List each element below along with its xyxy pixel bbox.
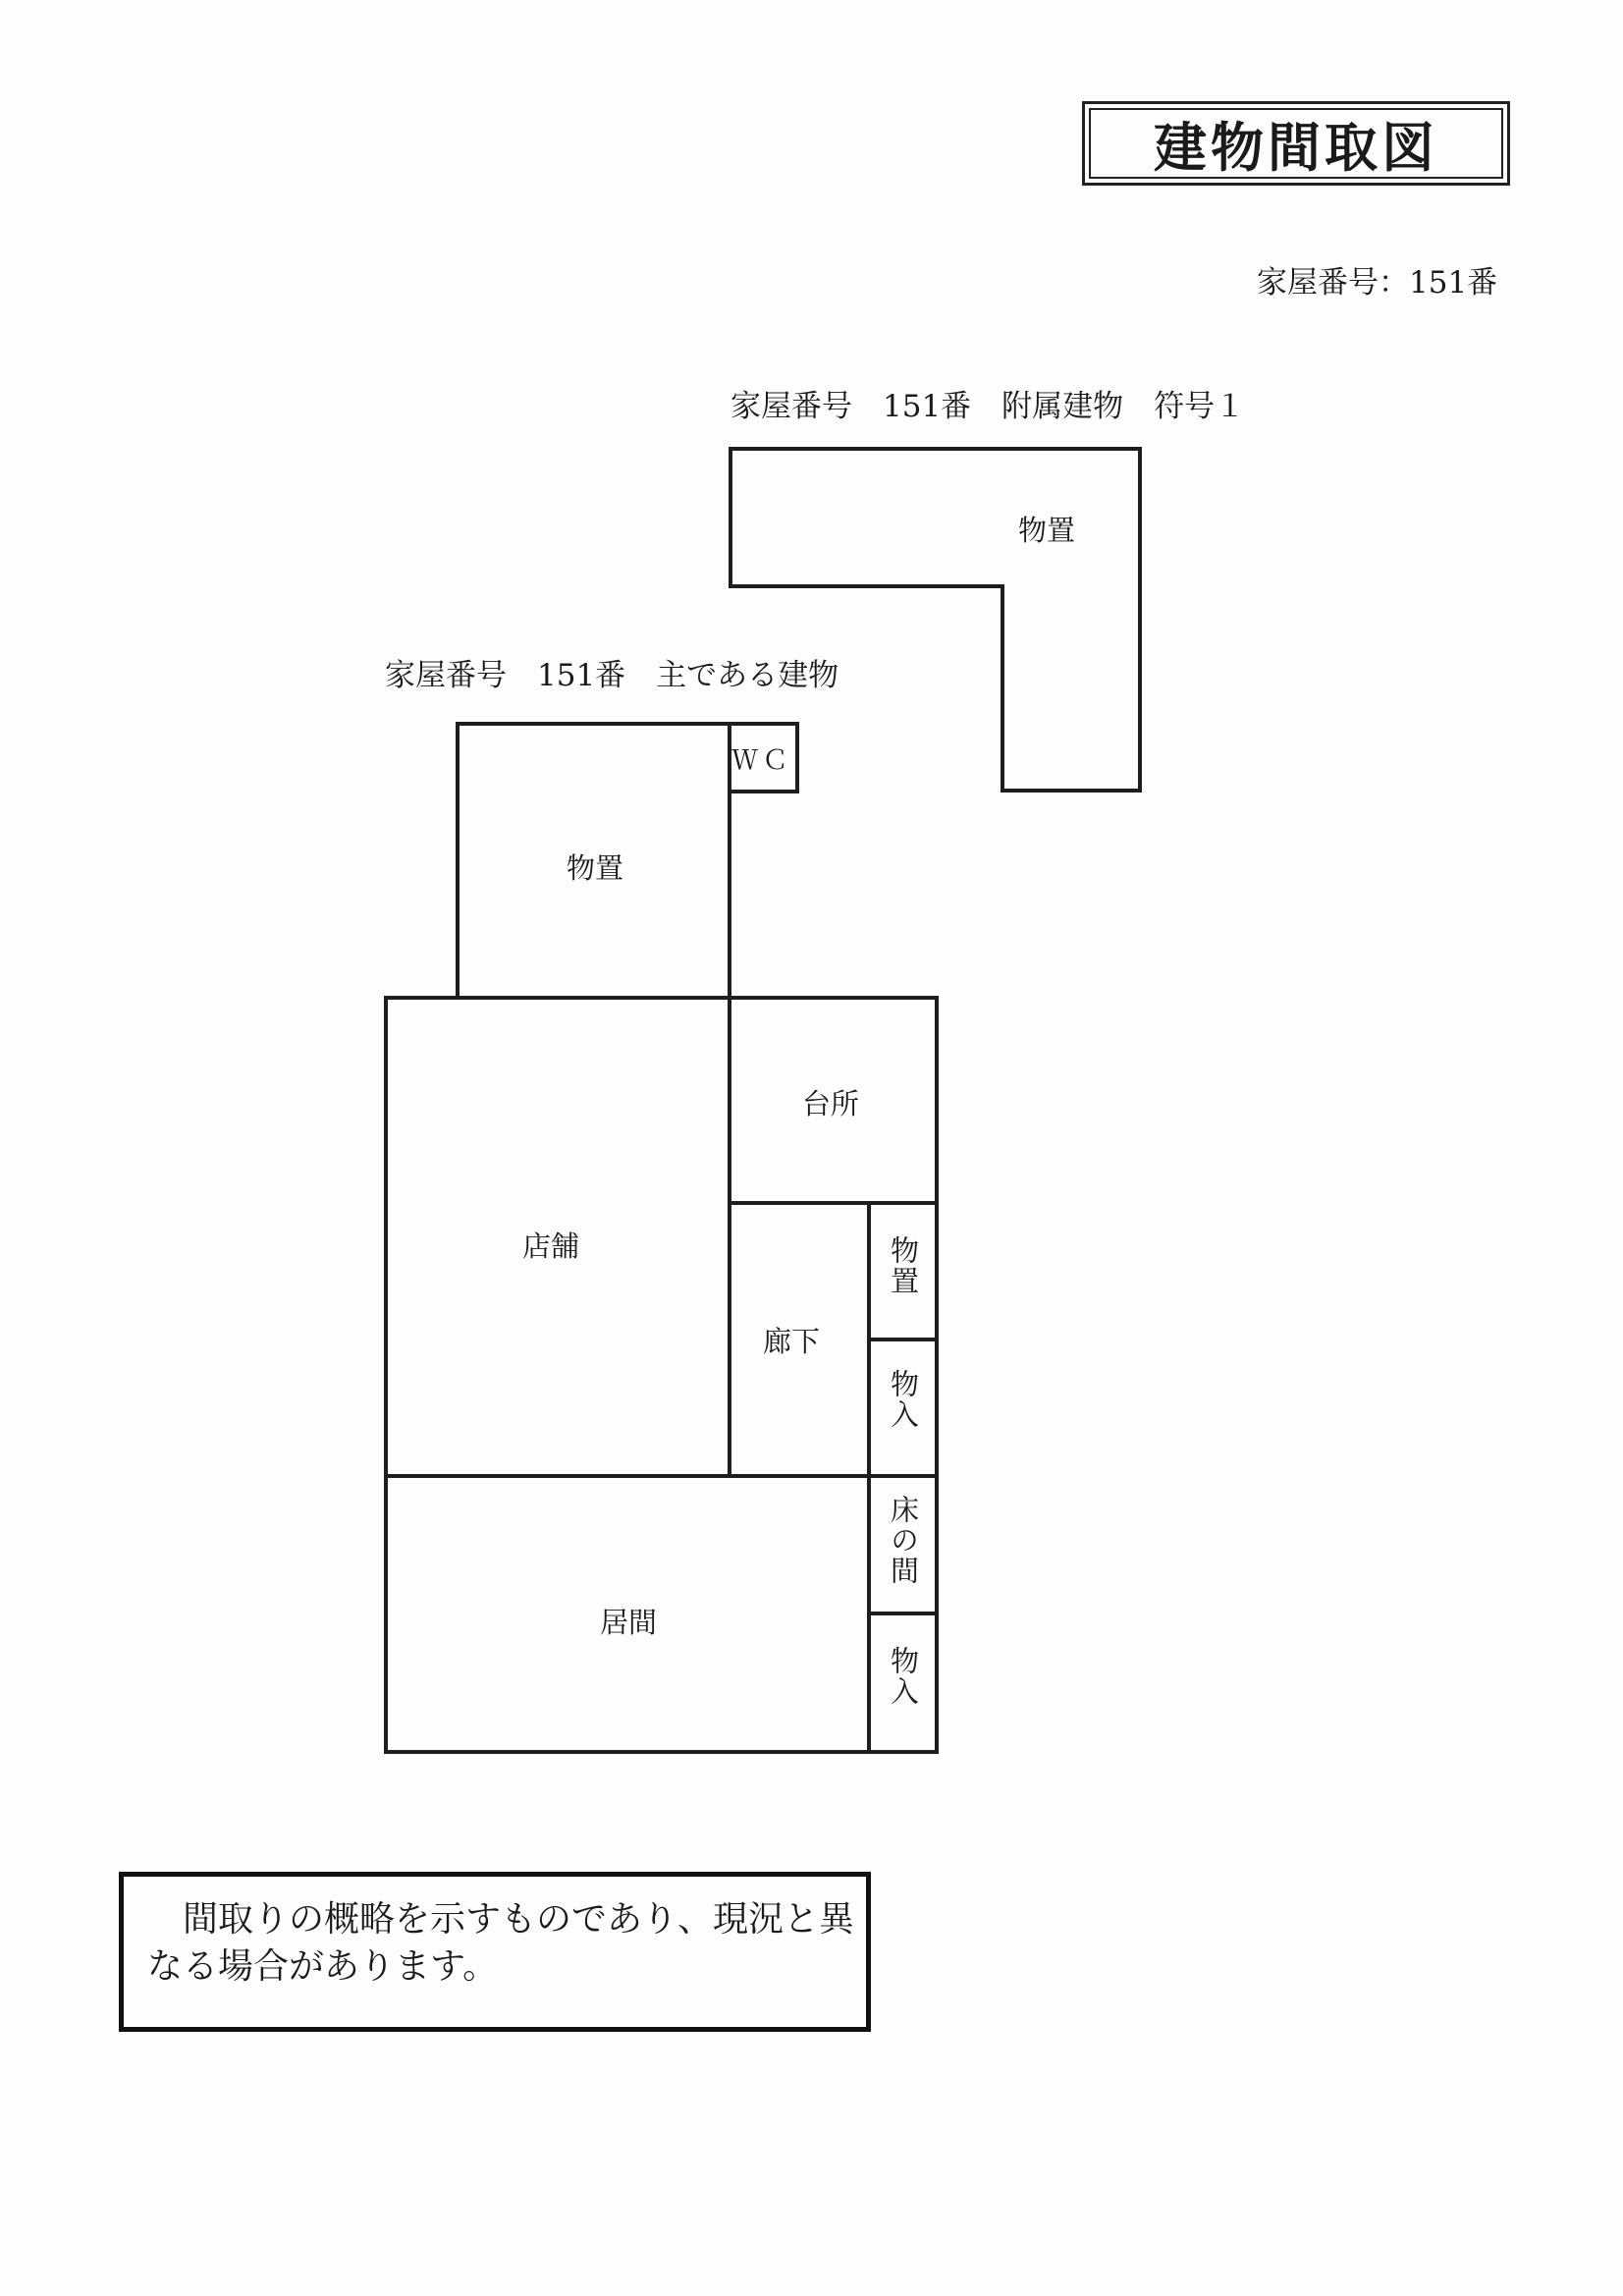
disclaimer-note: 間取りの概略を示すものであり、現況と異なる場合があります。	[119, 1872, 871, 2032]
annex-storage-label: 物置	[1018, 514, 1076, 547]
corridor-label: 廊下	[763, 1325, 821, 1358]
shop-label: 店舗	[522, 1230, 580, 1263]
tokonoma-label: 床の間	[887, 1495, 920, 1586]
living-room-label: 居間	[600, 1606, 658, 1639]
document-title: 建物間取図	[1089, 108, 1503, 179]
wc-label: ＷＣ	[731, 745, 792, 776]
storage-label: 物置	[567, 851, 624, 885]
main-building-caption: 家屋番号 151番 主である建物	[385, 658, 839, 693]
house-number-label: 家屋番号：151番	[1257, 265, 1498, 301]
closet-1-label: 物入	[887, 1369, 920, 1430]
storage-small-label: 物置	[887, 1235, 920, 1296]
closet-2-label: 物入	[887, 1646, 920, 1707]
kitchen-label: 台所	[802, 1087, 860, 1121]
annex-building-caption: 家屋番号 151番 附属建物 符号１	[730, 389, 1246, 424]
